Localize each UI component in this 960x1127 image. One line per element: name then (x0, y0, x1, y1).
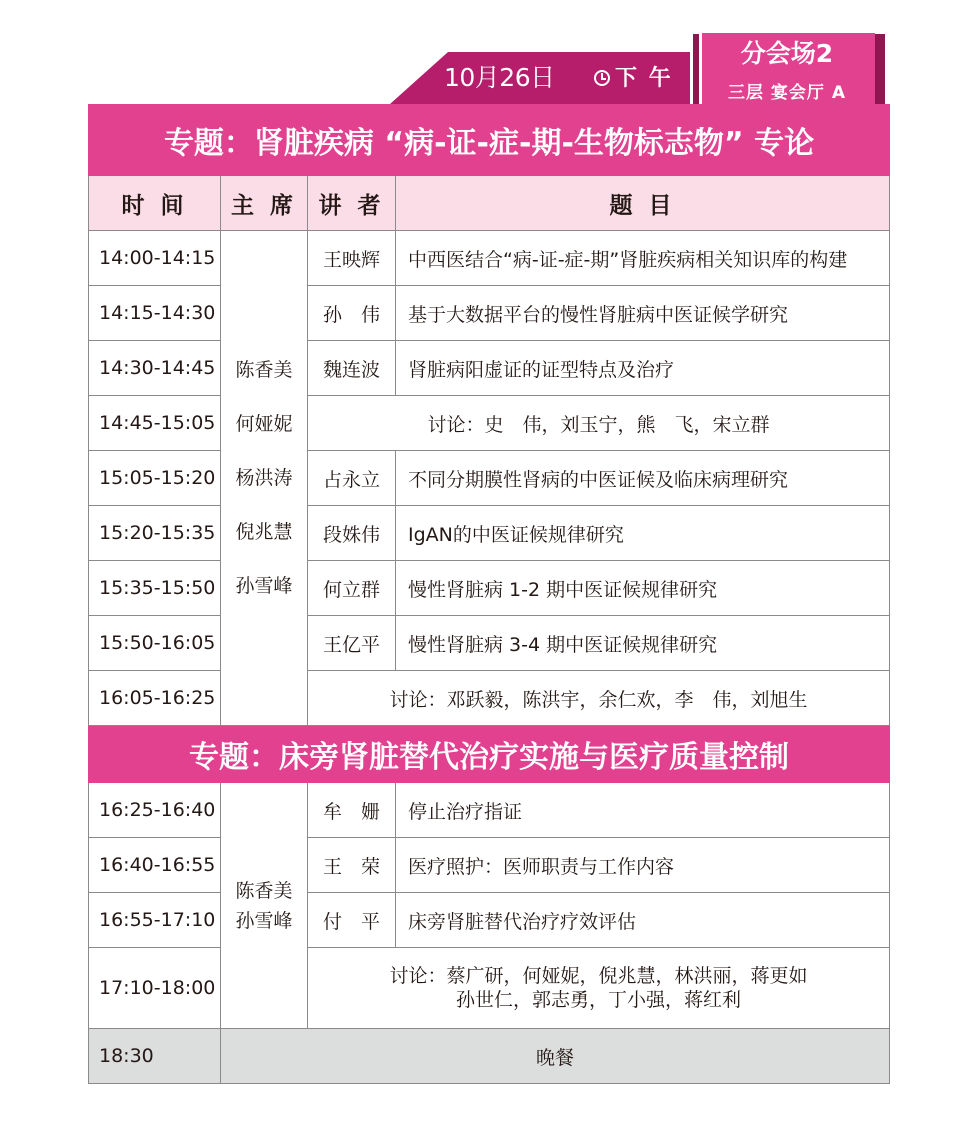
clock-icon (594, 70, 610, 86)
discussion-cell (308, 948, 890, 1029)
topic-cell: 床旁肾脏替代治疗疗效评估 (396, 893, 890, 948)
column-header-chair: 主 席 (221, 176, 308, 231)
topic-cell: 停止治疗指证 (396, 783, 890, 838)
time-cell: 14:30-14:45 (89, 341, 221, 396)
table-row (89, 506, 890, 561)
table-row (89, 396, 890, 451)
chair-name: 孙雪峰 (235, 575, 293, 597)
chair-name: 倪兆慧 (235, 521, 293, 543)
section-title: 专题：床旁肾脏替代治疗实施与医疗质量控制 (89, 726, 890, 783)
table-row (89, 451, 890, 506)
discussion-line: 讨论：蔡广研，何娅妮，倪兆慧，林洪丽，蒋更如 (389, 965, 808, 987)
time-cell: 18:30 (89, 1029, 221, 1084)
time-cell: 14:15-14:30 (89, 286, 221, 341)
time-cell: 16:25-16:40 (89, 783, 221, 838)
chair-name: 孙雪峰 (235, 909, 293, 932)
topic-cell: 肾脏病阳虚证的证型特点及治疗 (396, 341, 890, 396)
section-title-row (89, 726, 890, 783)
session-date: 10月26日 (444, 63, 555, 92)
speaker-cell: 牟 姗 (308, 783, 396, 838)
speaker-cell: 何立群 (308, 561, 396, 616)
chair-name: 陈香美 (235, 879, 293, 902)
speaker-cell: 王 荣 (308, 838, 396, 893)
time-cell: 14:00-14:15 (89, 231, 221, 286)
topic-cell: 中西医结合“病-证-症-期”肾脏疾病相关知识库的构建 (396, 231, 890, 286)
speaker-cell: 魏连波 (308, 341, 396, 396)
table-row (89, 561, 890, 616)
table-row (89, 783, 890, 838)
topic-cell: IgAN的中医证候规律研究 (396, 506, 890, 561)
table-row (89, 671, 890, 726)
venue-name: 分会场2 (740, 39, 834, 68)
chair-name: 何娅妮 (235, 413, 293, 435)
table-row (89, 341, 890, 396)
table-row (89, 948, 890, 1029)
section-title-row (89, 105, 890, 176)
time-cell: 17:10-18:00 (89, 948, 221, 1029)
time-cell: 16:55-17:10 (89, 893, 221, 948)
speaker-cell: 王映辉 (308, 231, 396, 286)
speaker-cell: 付 平 (308, 893, 396, 948)
table-row (89, 231, 890, 286)
time-cell: 15:20-15:35 (89, 506, 221, 561)
discussion-cell: 讨论：邓跃毅，陈洪宇，余仁欢，李 伟，刘旭生 (308, 671, 890, 726)
time-cell: 14:45-15:05 (89, 396, 221, 451)
table-row (89, 616, 890, 671)
topic-cell: 不同分期膜性肾病的中医证候及临床病理研究 (396, 451, 890, 506)
table-row (89, 286, 890, 341)
time-cell: 15:35-15:50 (89, 561, 221, 616)
time-cell: 15:05-15:20 (89, 451, 221, 506)
table-row (89, 838, 890, 893)
topic-cell: 慢性肾脏病 3-4 期中医证候规律研究 (396, 616, 890, 671)
session-period: 下 午 (615, 66, 673, 91)
topic-cell: 基于大数据平台的慢性肾脏病中医证候学研究 (396, 286, 890, 341)
table-row (89, 893, 890, 948)
section-title: 专题：肾脏疾病 “病-证-症-期-生物标志物” 专论 (89, 105, 890, 176)
column-header-time: 时 间 (89, 176, 221, 231)
chair-name: 杨洪涛 (235, 467, 293, 489)
schedule-table (88, 104, 890, 1084)
discussion-cell: 讨论：史 伟，刘玉宁，熊 飞，宋立群 (308, 396, 890, 451)
time-cell: 16:40-16:55 (89, 838, 221, 893)
dinner-label: 晚餐 (221, 1029, 890, 1084)
speaker-cell: 占永立 (308, 451, 396, 506)
topic-cell: 慢性肾脏病 1-2 期中医证候规律研究 (396, 561, 890, 616)
discussion-line: 孙世仁，郭志勇，丁小强，蒋红利 (456, 989, 742, 1011)
column-header-topic: 题 目 (396, 176, 890, 231)
speaker-cell: 段姝伟 (308, 506, 396, 561)
speaker-cell: 王亿平 (308, 616, 396, 671)
time-cell: 16:05-16:25 (89, 671, 221, 726)
column-header-speaker: 讲 者 (308, 176, 396, 231)
chair-cell (221, 783, 308, 1029)
speaker-cell: 孙 伟 (308, 286, 396, 341)
table-header-row (89, 176, 890, 231)
venue-room: 三层 宴会厅 A (728, 83, 846, 103)
chair-name: 陈香美 (235, 359, 293, 381)
time-cell: 15:50-16:05 (89, 616, 221, 671)
chair-cell (221, 231, 308, 726)
topic-cell: 医疗照护：医师职责与工作内容 (396, 838, 890, 893)
dinner-row (89, 1029, 890, 1084)
